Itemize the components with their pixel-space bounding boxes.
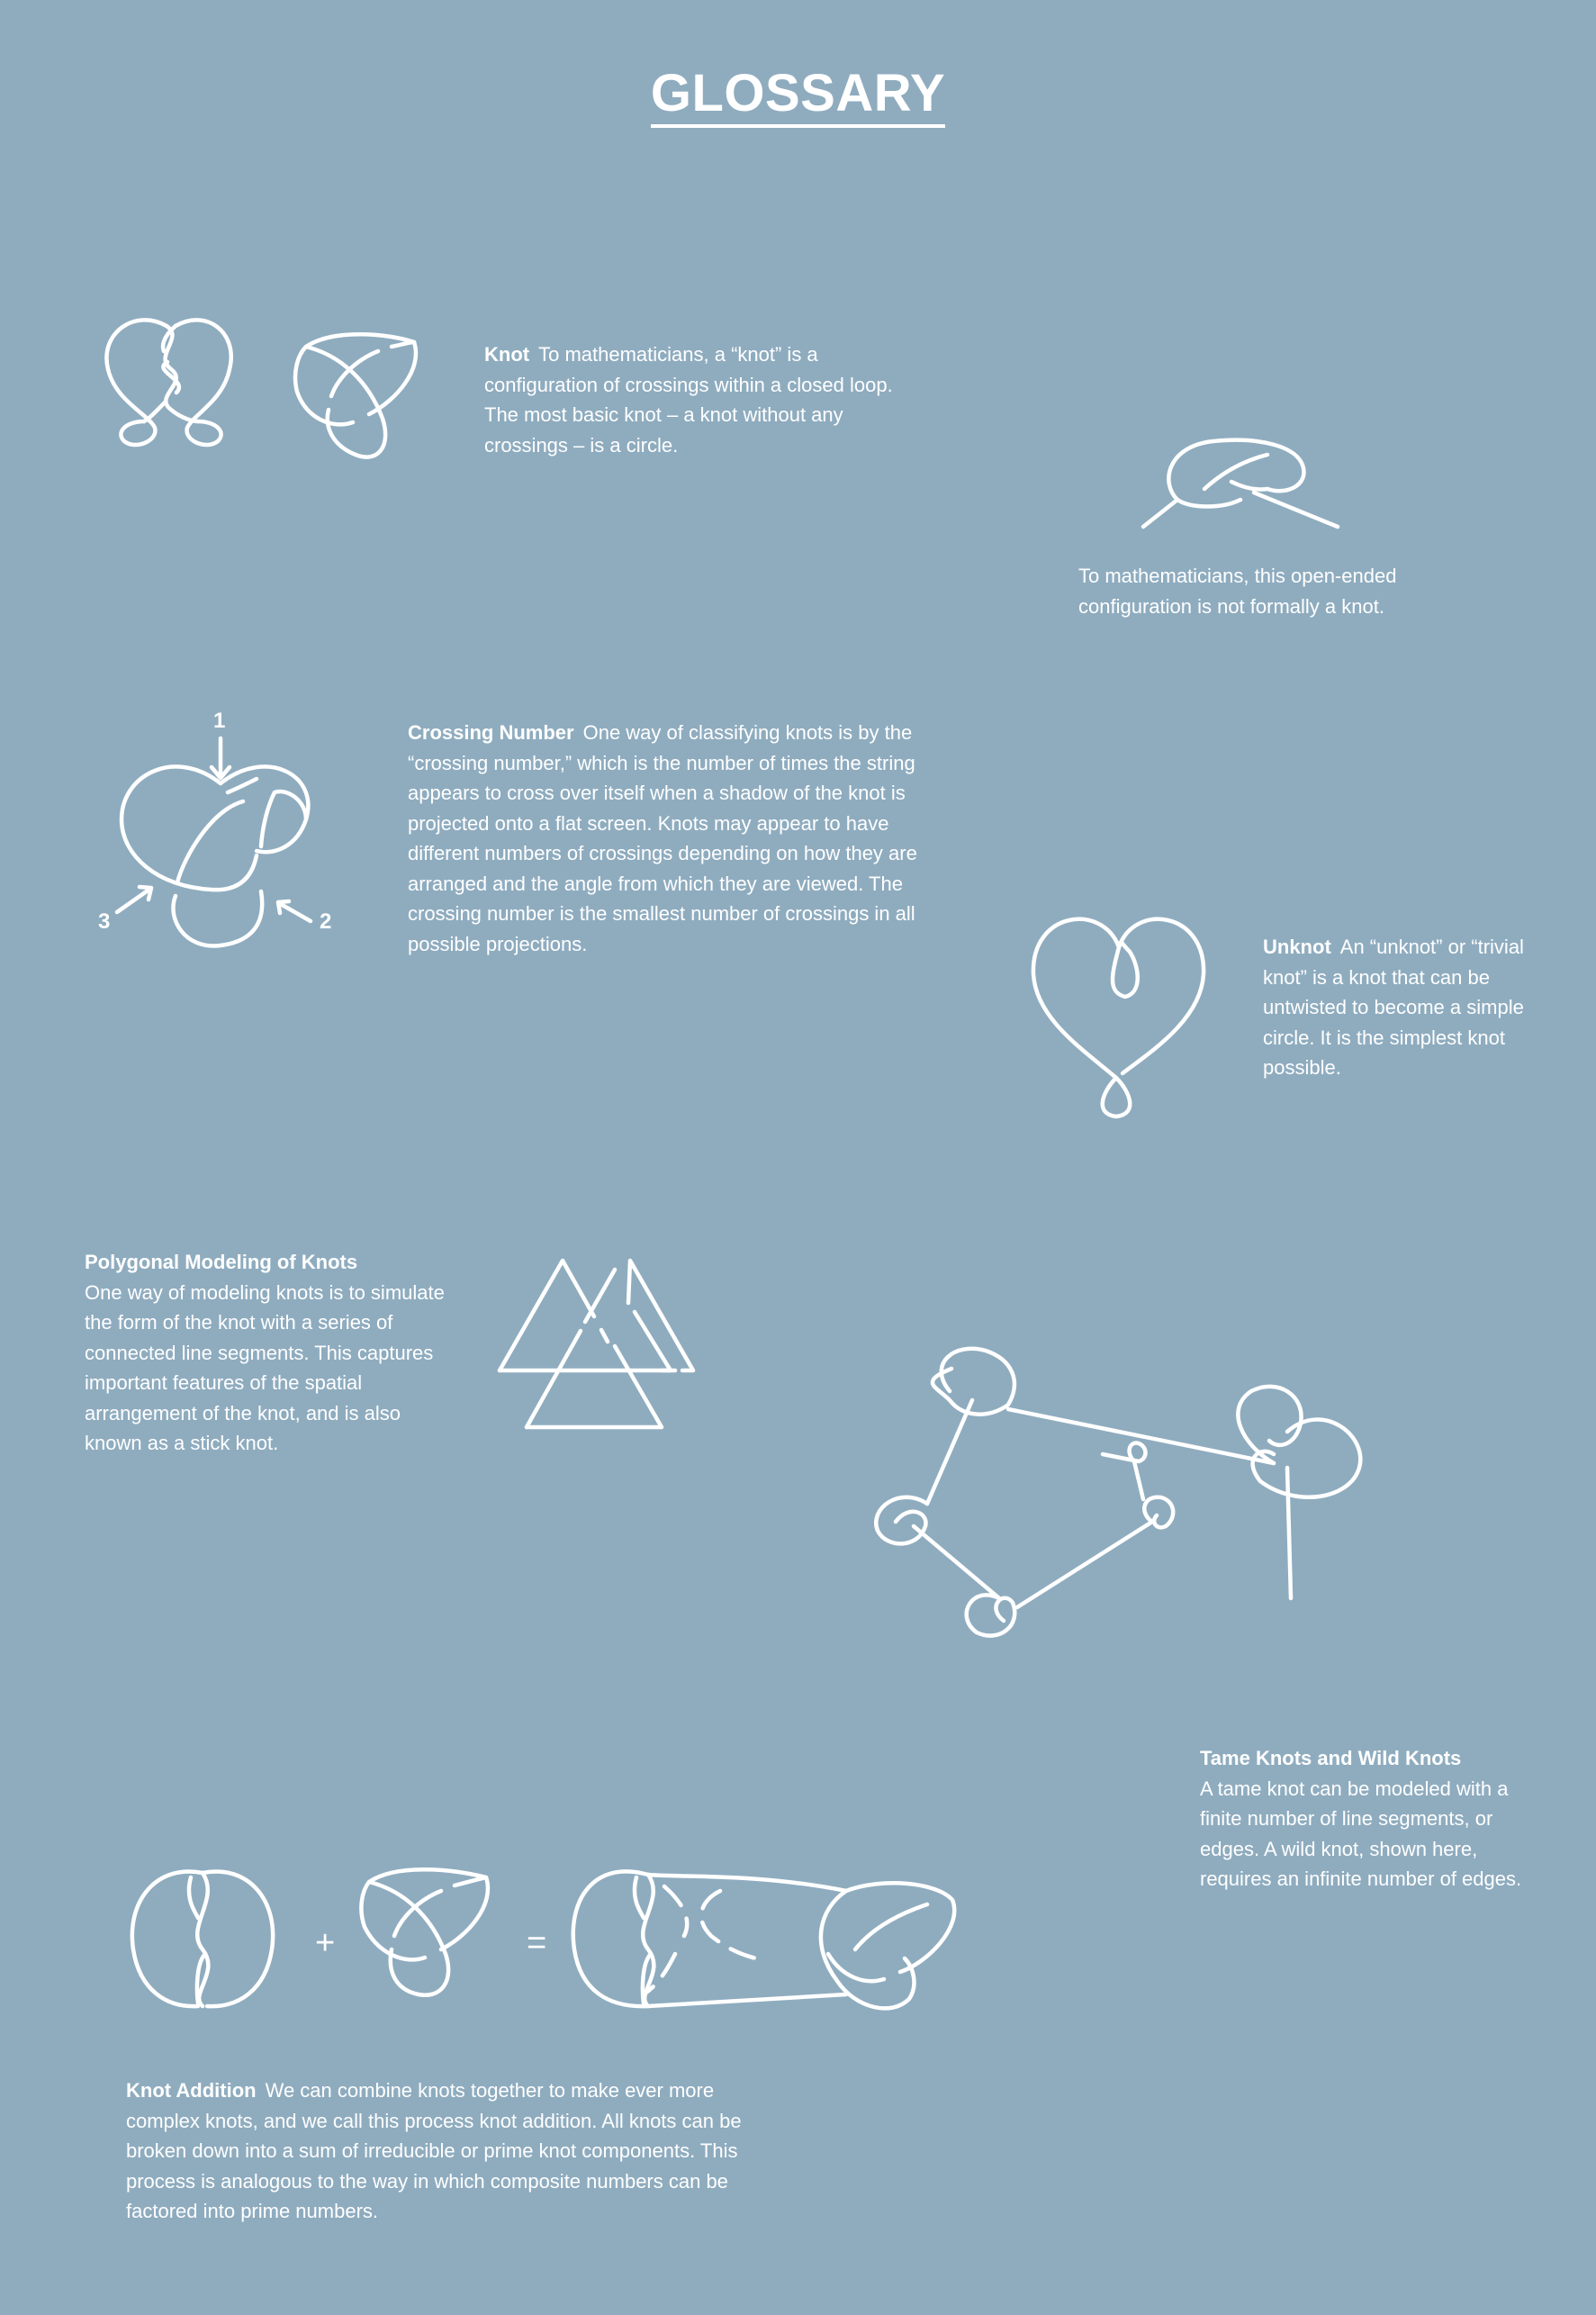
addition-term: Knot Addition: [126, 2079, 257, 2102]
crossing-number-definition: [408, 718, 930, 959]
addition-text: We can combine knots together to make ever more complex knots, and we call this process knot addition. All knots can be broken down into a sum of irreducible or prime knot components. This process is analogous to the way in which composite numbers can be factored into prime numbers.: [126, 2079, 742, 2222]
polygonal-term: Polygonal Modeling of Knots: [85, 1251, 358, 1273]
crossing-number-illustration: [86, 702, 347, 963]
wild-knot-illustration: [864, 1346, 1404, 1778]
polygonal-definition: [85, 1247, 463, 1459]
page-title: GLOSSARY: [0, 63, 1596, 123]
knot-text: To mathematicians, a “knot” is a configuration of crossings within a closed loop. The most basic knot – a knot without any crossings – is a circle.: [484, 343, 893, 457]
trefoil-knot-illustration: [288, 329, 423, 464]
crossing-label-1: 1: [213, 709, 226, 733]
crossing-label-2: 2: [320, 909, 332, 934]
open-knot-illustration: [1141, 437, 1339, 527]
stick-knot-illustration: [495, 1256, 698, 1432]
crossing-number-term: Crossing Number: [408, 721, 574, 744]
figure-eight-knot-illustration: [99, 315, 243, 459]
crossing-label-3: 3: [98, 909, 111, 934]
tame-wild-text: A tame knot can be modeled with a finite number of line segments, or edges. A wild knot, shown here, requires an infinite number of edges.: [1200, 1777, 1522, 1890]
unknot-illustration: [1031, 911, 1206, 1118]
knot-term: Knot: [484, 343, 530, 366]
unknot-text: An “unknot” or “trivial knot” is a knot that can be untwisted to become a simple circle. It is the simplest knot possible.: [1263, 936, 1524, 1079]
equals-sign: =: [527, 1924, 547, 1962]
crossing-number-text: One way of classifying knots is by the “crossing number,” which is the number of times the string appears to cross over itself when a shadow of the knot is projected onto a flat screen. Knots may appear to have different numbers of crossings depending on how they are arranged and the angle from which they are viewed. The crossing number is the smallest number of crossings in all possible projections.: [408, 721, 917, 955]
tame-wild-definition: [1200, 1743, 1542, 1895]
addition-definition: [126, 2075, 774, 2227]
plus-sign: +: [315, 1924, 336, 1962]
knot-addition-illustration: [126, 1864, 963, 2030]
unknot-term: Unknot: [1263, 936, 1331, 958]
open-knot-caption: To mathematicians, this open-ended configuration is not formally a knot.: [1078, 565, 1397, 618]
polygonal-text: One way of modeling knots is to simulate the form of the knot with a series of connected line segments. This captures important features of the spatial arrangement of the knot, and is also known as a stick knot.: [85, 1280, 445, 1454]
unknot-definition: [1263, 932, 1524, 1083]
knot-definition: [484, 339, 916, 460]
tame-wild-term: Tame Knots and Wild Knots: [1200, 1747, 1462, 1769]
